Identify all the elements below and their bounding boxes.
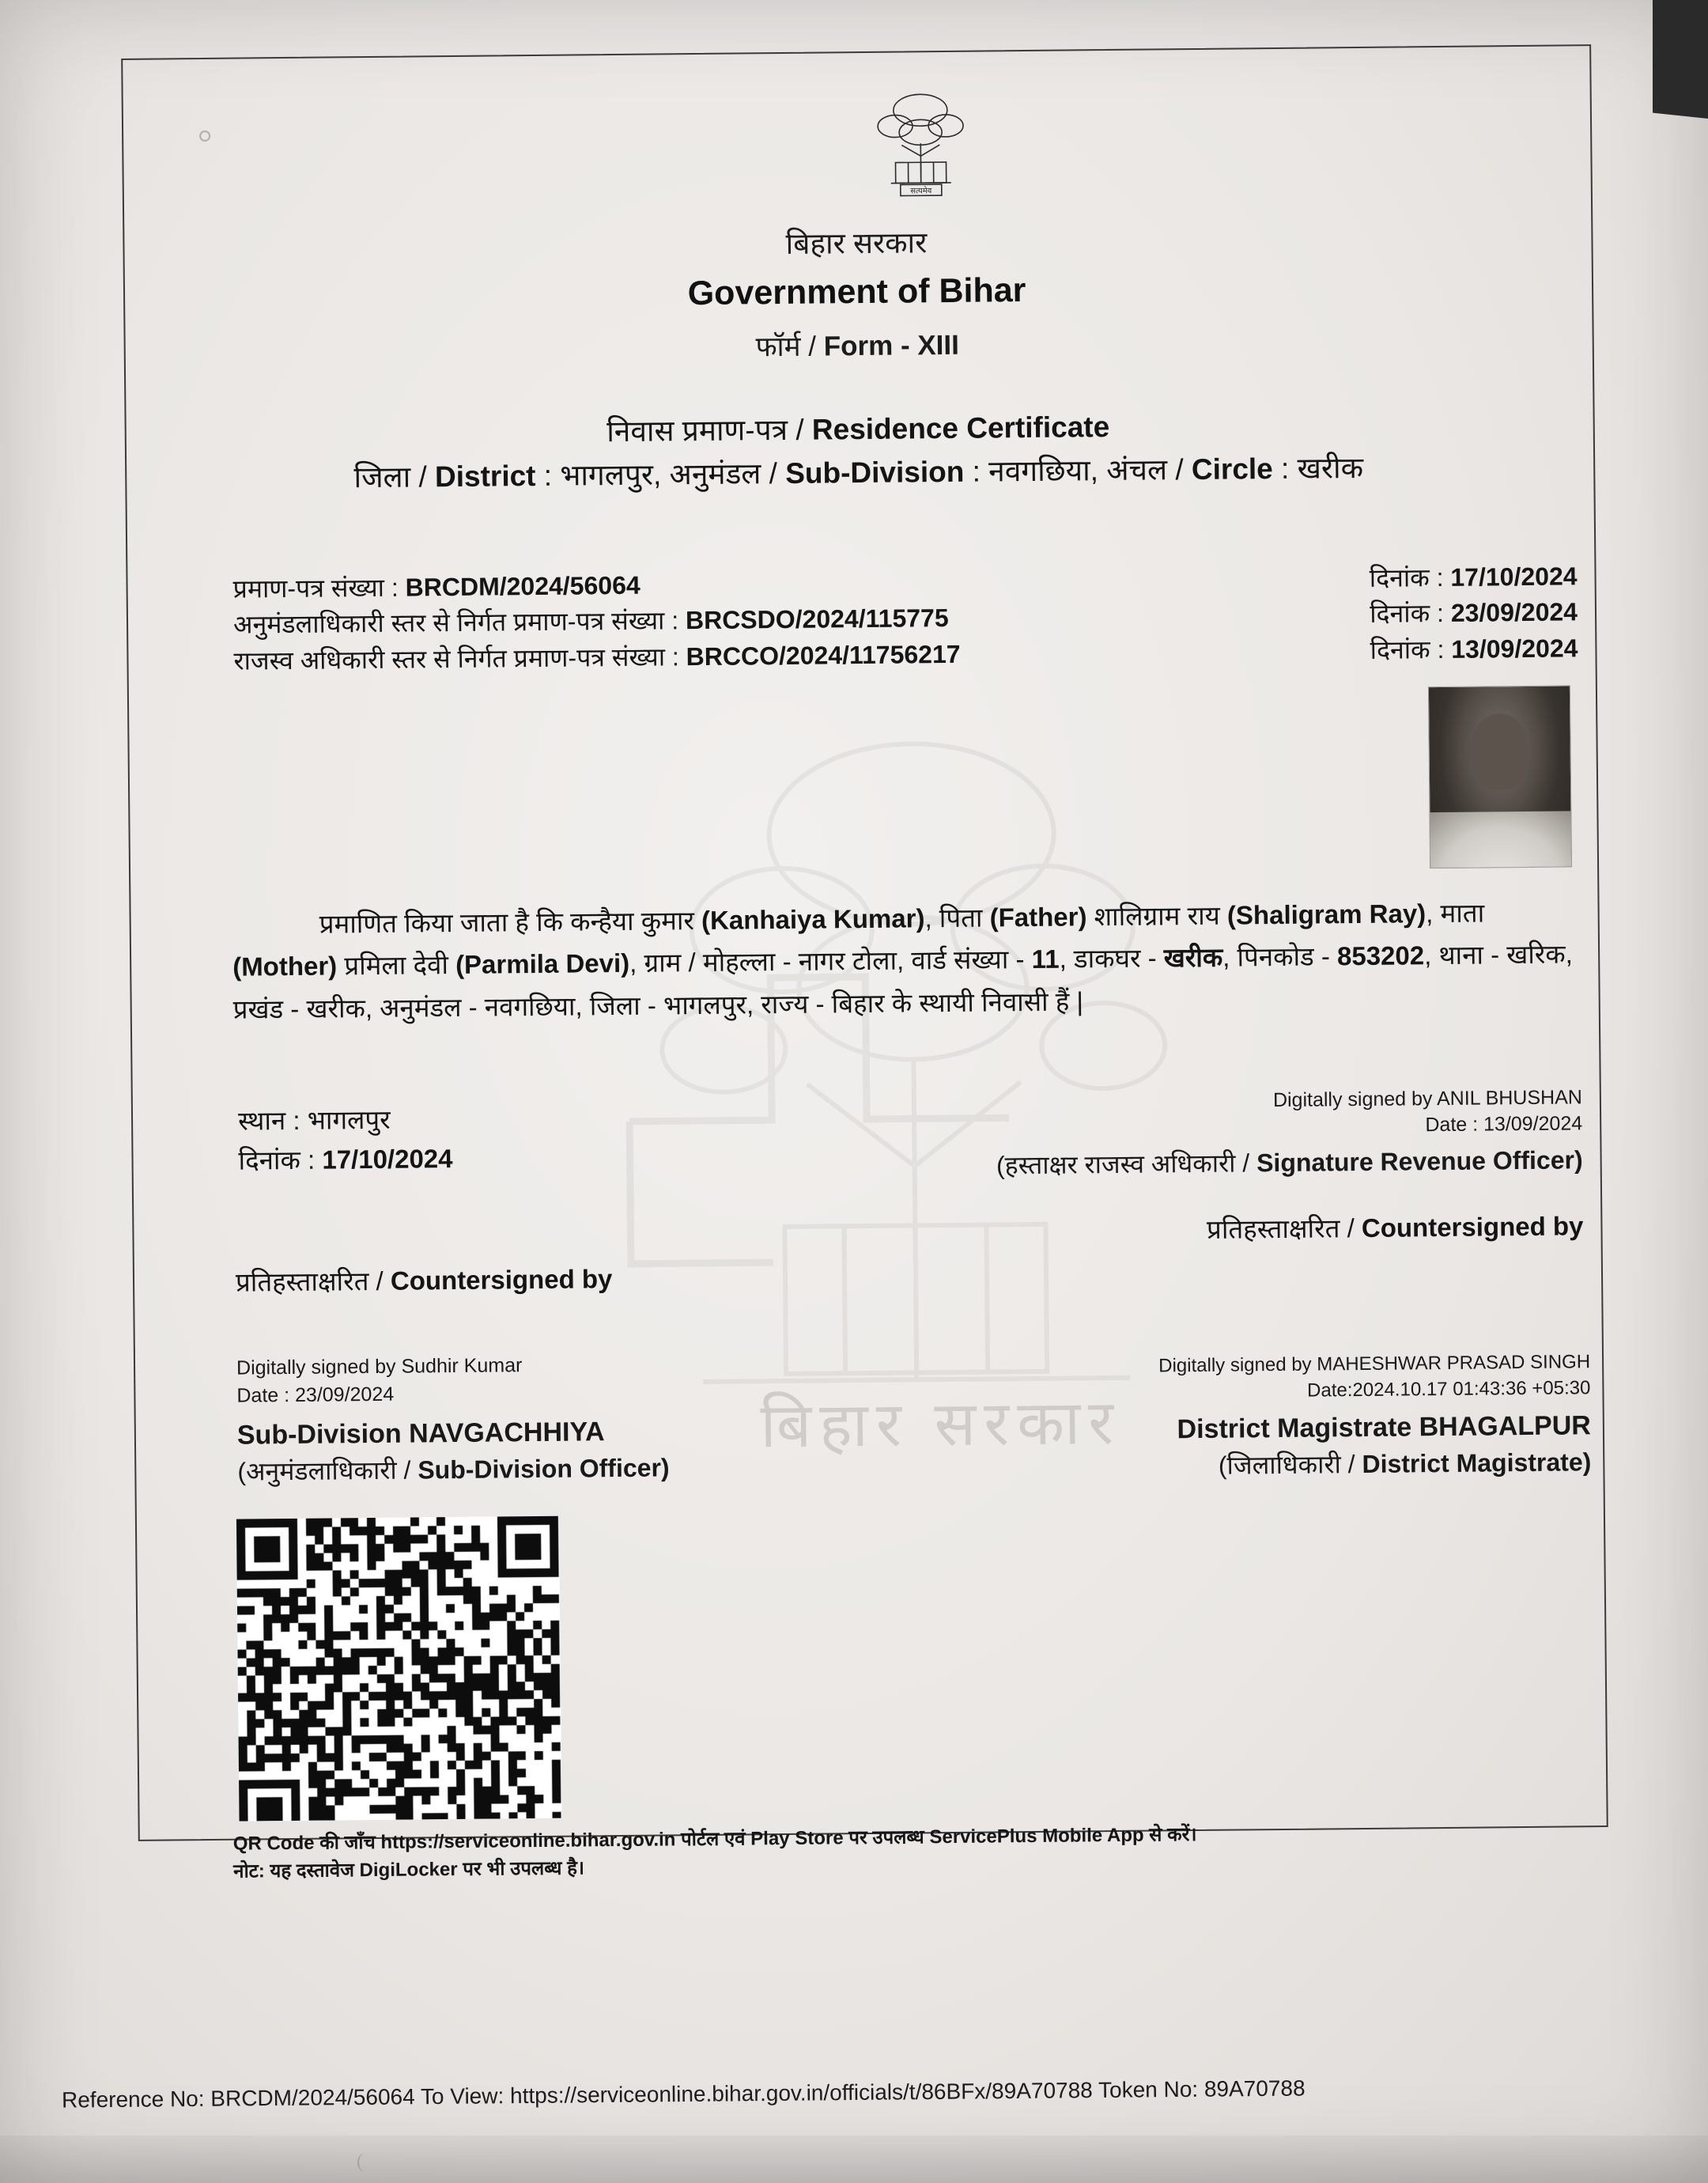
dm-role-hindi: (जिलाधिकारी / xyxy=(1218,1450,1362,1480)
date-row-2 xyxy=(1370,595,1578,633)
subdivision-label-hindi: अनुमंडल / xyxy=(669,456,786,491)
desk-shadow xyxy=(0,2136,1708,2183)
dm-role-english: District Magistrate) xyxy=(1362,1447,1592,1479)
father-label-english: (Father) xyxy=(989,902,1087,933)
applicant-photo xyxy=(1428,685,1572,868)
address-part-2: , डाकघर - xyxy=(1059,943,1164,974)
countersigned-left-hindi: प्रतिहस्ताक्षरित / xyxy=(235,1266,391,1297)
sdo-role-hindi: (अनुमंडलाधिकारी / xyxy=(237,1455,418,1486)
father-name-english: (Shaligram Ray) xyxy=(1226,899,1426,930)
ro-cert-value: BRCCO/2024/11756217 xyxy=(686,639,961,672)
date-label-3: दिनांक : xyxy=(1370,634,1452,664)
countersigned-right xyxy=(1207,1207,1584,1247)
mother-label-english: (Mother) xyxy=(232,951,338,982)
date-row-3 xyxy=(1370,630,1578,668)
pincode: 853202 xyxy=(1336,940,1425,971)
cert-no-value: BRCDM/2024/56064 xyxy=(405,570,640,602)
qr-note-line1: QR Code की जाँच https://serviceonline.bihar.gov.in पोर्टल एवं Play Store पर उपलब्ध ServicePlus Mobile App से करें। xyxy=(232,1824,1197,1855)
certificate-sheet xyxy=(105,28,1627,2028)
date-value-3: 13/09/2024 xyxy=(1451,634,1578,664)
countersigned-left xyxy=(236,1260,613,1300)
dm-signed-date: Date:2024.10.17 01:43:36 +05:30 xyxy=(1306,1376,1591,1402)
ro-signed-by: Digitally signed by ANIL BHUSHAN xyxy=(1272,1086,1583,1112)
para-start: प्रमाणित किया जाता है कि कन्हैया कुमार xyxy=(319,905,702,939)
certificate-title-english: Residence Certificate xyxy=(811,410,1110,446)
ro-signed-date: Date : 13/09/2024 xyxy=(1425,1111,1583,1136)
dm-signed-by: Digitally signed by MAHESHWAR PRASAD SINGH xyxy=(1158,1351,1591,1377)
circle-label-english: Circle xyxy=(1191,452,1273,486)
svg-text:सत्यमेव: सत्यमेव xyxy=(910,187,932,196)
place-date-block xyxy=(238,1099,453,1180)
revenue-officer-signature xyxy=(996,1084,1583,1182)
father-label: , पिता xyxy=(924,902,990,933)
qr-note-line2: नोट: यह दस्तावेज DigiLocker पर भी उपलब्ध है। xyxy=(233,1857,585,1882)
footer-reference: Reference No: BRCDM/2024/56064 To View: https://serviceonline.bihar.gov.in/officials/t/86BFx/89A70788 Token No: 89A70788 xyxy=(61,2075,1306,2113)
qr-note xyxy=(233,1822,1197,1886)
date-value-2: 23/09/2024 xyxy=(1450,597,1578,628)
address-part-1: , ग्राम / मोहल्ला - नागर टोला, वार्ड संख्या - xyxy=(629,944,1032,978)
ro-role-english: Signature Revenue Officer) xyxy=(1256,1145,1583,1178)
ro-role xyxy=(996,1142,1583,1182)
gov-name-hindi: बिहार सरकार xyxy=(785,226,928,260)
form-label-english: Form - XIII xyxy=(823,329,960,362)
subdivision-label-english: Sub-Division xyxy=(785,455,965,490)
mother-name-english: (Parmila Devi) xyxy=(455,948,630,980)
dm-name: District Magistrate BHAGALPUR xyxy=(1177,1410,1592,1445)
cert-no-label: प्रमाण-पत्र संख्या : xyxy=(232,573,406,603)
date-row xyxy=(238,1139,452,1180)
ashoka-emblem-icon xyxy=(849,85,992,206)
gov-name-english: Government of Bihar xyxy=(687,271,1026,313)
mother-label: , माता xyxy=(1426,898,1485,929)
date-row-1 xyxy=(1370,558,1578,596)
district-label-english: District xyxy=(434,459,536,494)
issue-date-label: दिनांक : xyxy=(238,1144,323,1175)
place-row xyxy=(238,1099,452,1141)
countersigned-right-english: Countersigned by xyxy=(1361,1211,1584,1243)
district-label-hindi: जिला / xyxy=(353,460,436,494)
countersigned-right-hindi: प्रतिहस्ताक्षरित / xyxy=(1206,1213,1362,1244)
date-label-1: दिनांक : xyxy=(1369,562,1451,592)
ward-number: 11 xyxy=(1031,944,1060,974)
district-magistrate-signature xyxy=(1158,1349,1591,1482)
sub-division-signature xyxy=(236,1350,670,1488)
address-part-3: , पिनकोड - xyxy=(1222,941,1338,973)
desk-edge xyxy=(1653,0,1708,119)
certification-paragraph xyxy=(232,891,1577,1031)
father-name-hindi: शालिग्राम राय xyxy=(1086,900,1228,932)
place-label: स्थान : xyxy=(237,1105,308,1136)
qr-code-icon[interactable] xyxy=(236,1516,562,1822)
post-office: खरीक xyxy=(1163,943,1223,973)
stray-mark-bottom xyxy=(357,2153,373,2172)
date-value-1: 17/10/2024 xyxy=(1450,562,1578,592)
applicant-name-english: (Kanhaiya Kumar) xyxy=(701,903,925,935)
sdo-role-english: Sub-Division Officer) xyxy=(418,1453,670,1485)
form-label-hindi: फॉर्म / xyxy=(755,331,824,363)
sdo-name: Sub-Division NAVGACHHIYA xyxy=(236,1417,605,1451)
address-part-4: , थाना - खरिक, प्रखंड - खरीक, अनुमंडल - नवगछिया, जिला - भागलपुर, राज्य - बिहार के स्थायी निवासी हैं | xyxy=(232,939,1574,1024)
circle-label-hindi: अंचल / xyxy=(1106,453,1192,487)
sdo-signed-date: Date : 23/09/2024 xyxy=(236,1383,395,1407)
subdivision-value: : नवगछिया, xyxy=(964,454,1107,488)
countersigned-left-english: Countersigned by xyxy=(390,1264,613,1296)
ro-cert-row xyxy=(233,637,961,679)
place-value: भागलपुर xyxy=(307,1104,391,1135)
stray-mark xyxy=(199,131,210,142)
certificate-dates xyxy=(1370,558,1578,668)
circle-value: : खरीक xyxy=(1272,451,1364,486)
certificate-title-hindi: निवास प्रमाण-पत्र / xyxy=(606,413,813,448)
sdo-role xyxy=(237,1450,670,1488)
sdo-signed-by: Digitally signed by Sudhir Kumar xyxy=(236,1354,523,1379)
issue-date-value: 17/10/2024 xyxy=(322,1143,453,1175)
sdo-cert-label: अनुमंडलाधिकारी स्तर से निर्गत प्रमाण-पत्र संख्या : xyxy=(232,606,686,640)
watermark-text: बिहार सरकार xyxy=(760,1387,1122,1461)
certificate-numbers xyxy=(232,565,960,679)
ro-role-hindi: (हस्ताक्षर राजस्व अधिकारी / xyxy=(996,1148,1257,1180)
dm-role xyxy=(1159,1444,1591,1482)
date-label-2: दिनांक : xyxy=(1370,599,1452,629)
ro-cert-label: राजस्व अधिकारी स्तर से निर्गत प्रमाण-पत्र संख्या : xyxy=(233,642,686,675)
mother-name-hindi: प्रमिला देवी xyxy=(337,950,456,981)
sdo-cert-value: BRCSDO/2024/115775 xyxy=(685,603,949,635)
district-value: : भागलपुर, xyxy=(535,458,670,492)
